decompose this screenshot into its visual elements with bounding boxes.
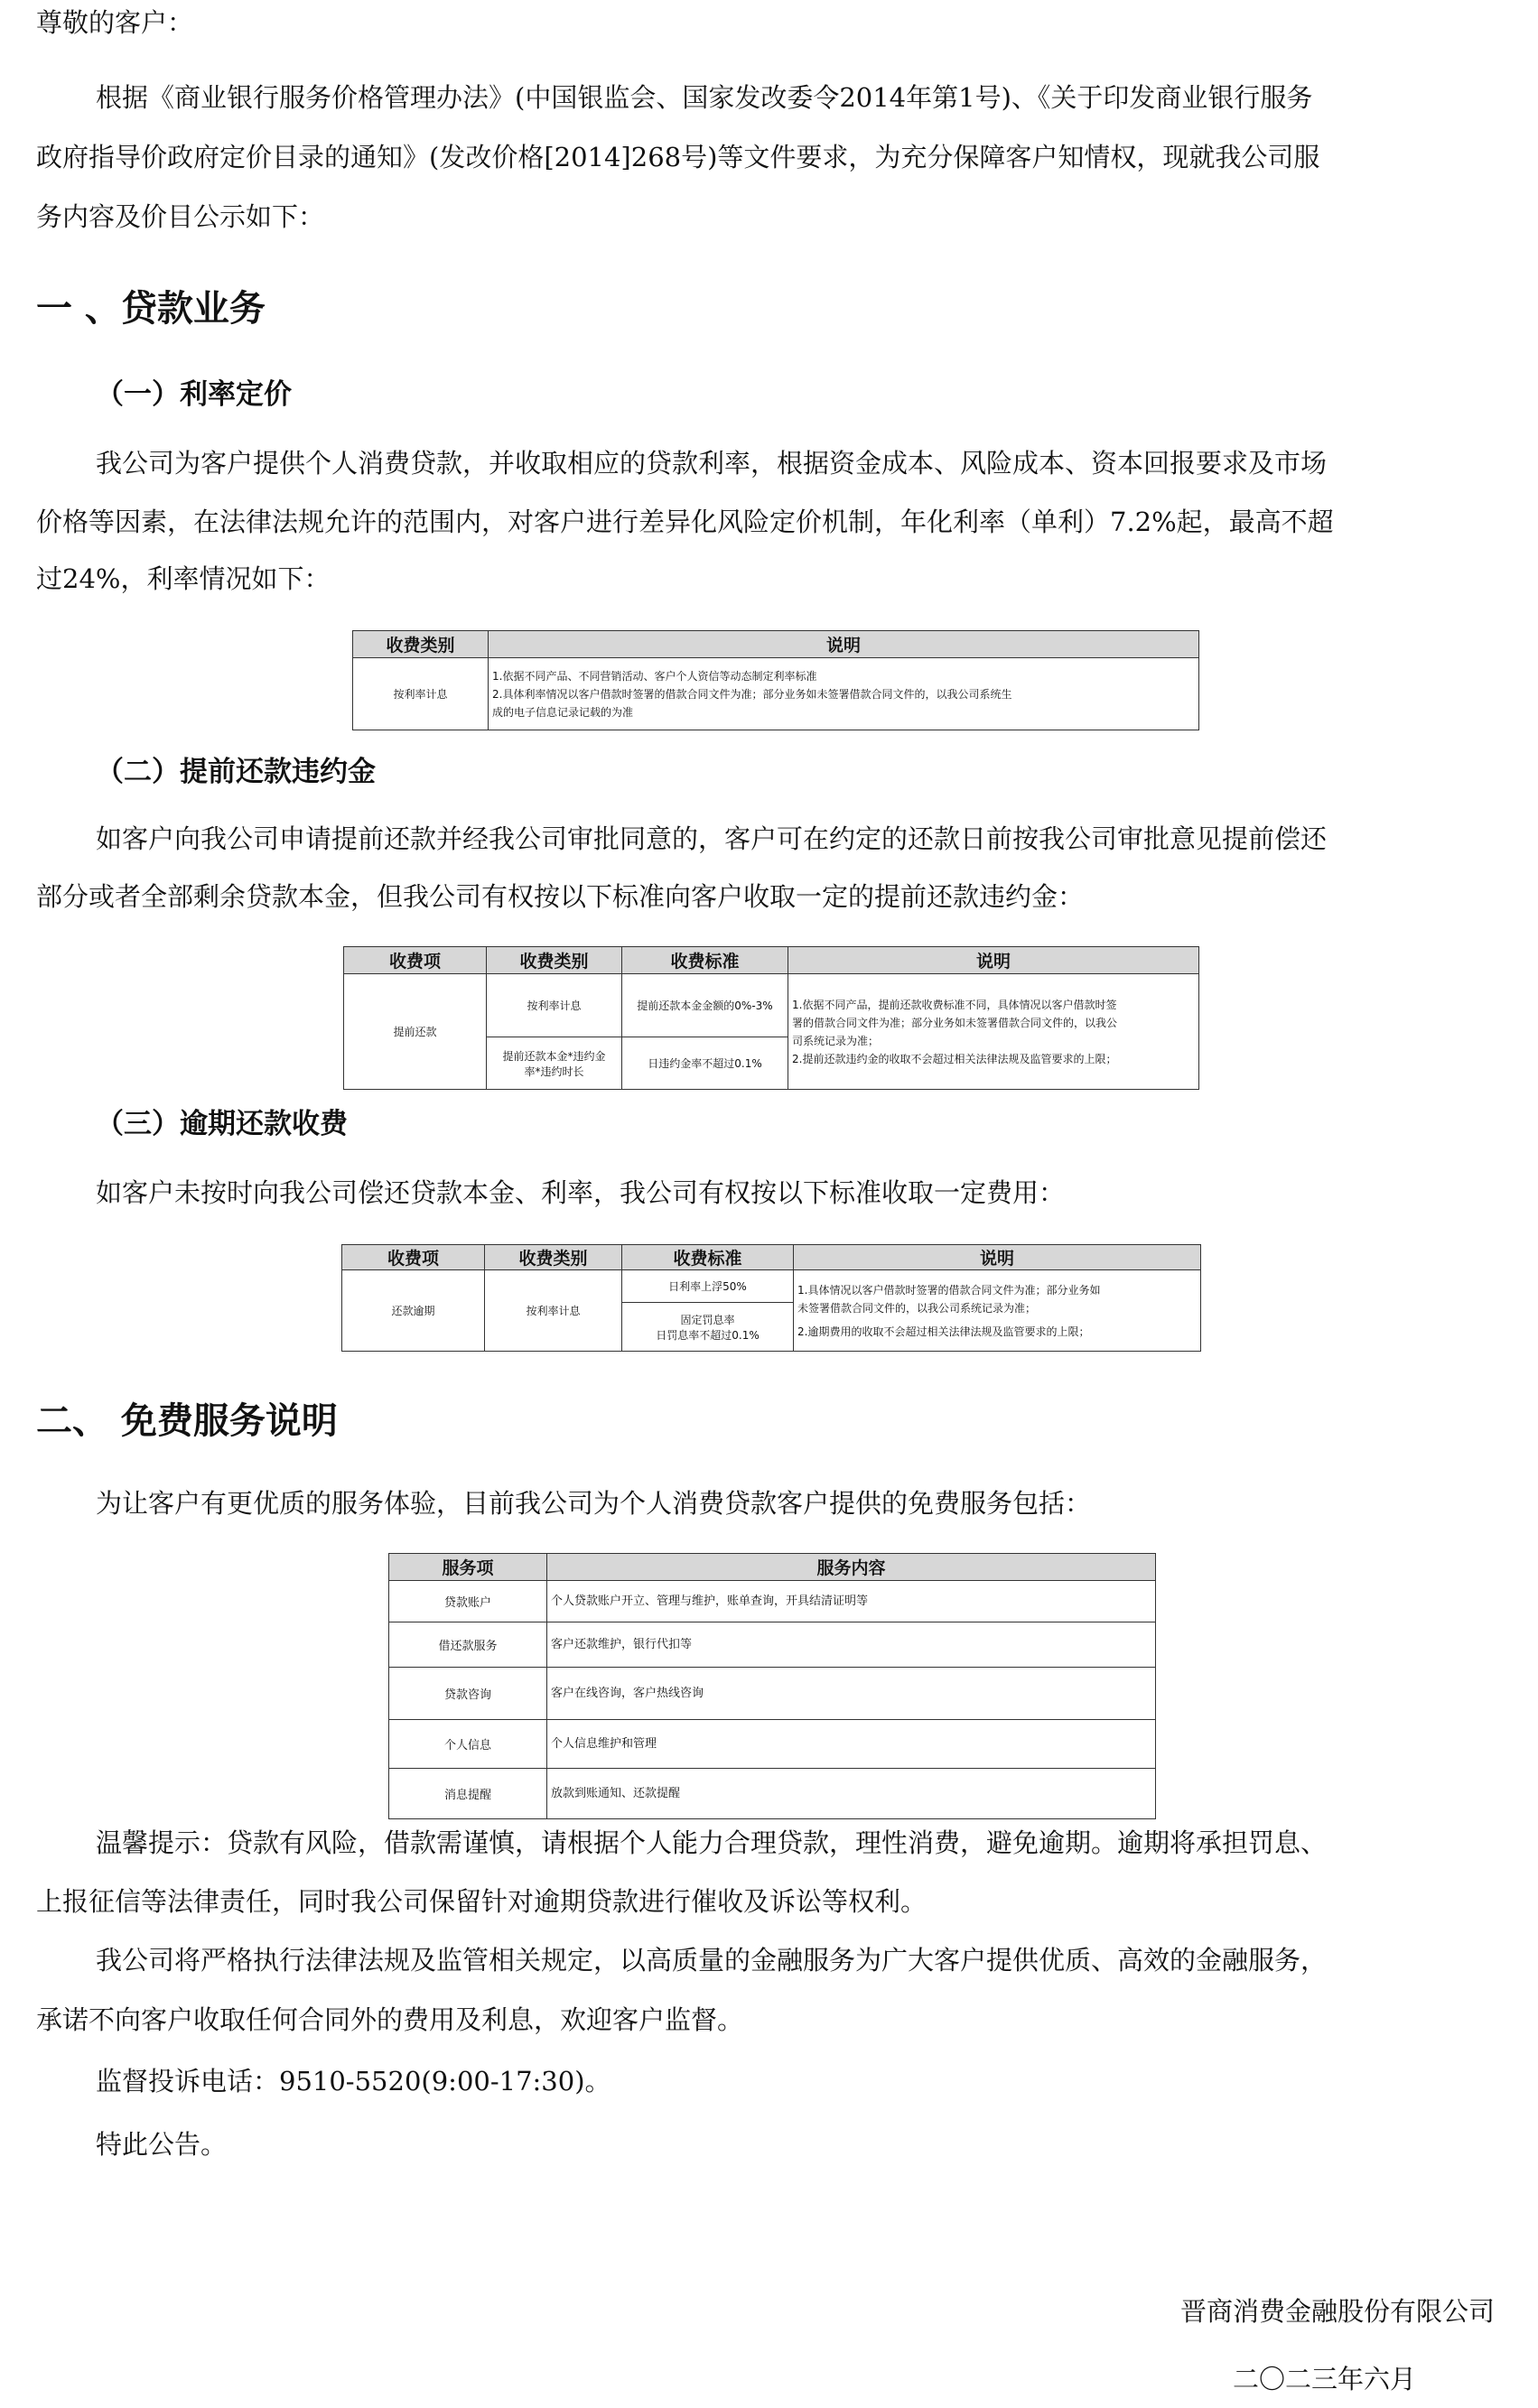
prepay-title: （二）提前还款违约金 bbox=[96, 756, 376, 788]
table-header: 收费类别 bbox=[353, 631, 489, 658]
issue-date: 二〇二三年六月 bbox=[1232, 2364, 1416, 2394]
fee-category: 按利率计息 bbox=[487, 974, 622, 1037]
tips-line: 上报征信等法律责任，同时我公司保留针对逾期贷款进行催收及诉讼等权利。 bbox=[36, 1886, 927, 1917]
free-service-table bbox=[388, 1553, 1156, 1819]
fee-standard: 固定罚息率 日罚息率不超过0.1% bbox=[622, 1303, 794, 1352]
table-header: 说明 bbox=[788, 947, 1199, 974]
section-1-title: 一 、贷款业务 bbox=[36, 288, 266, 330]
prepay-para-line: 如客户向我公司申请提前还款并经我公司审批同意的，客户可在约定的还款日前按我公司审批意见提前偿还 bbox=[96, 823, 1328, 854]
overdue-title: （三）逾期还款收费 bbox=[96, 1108, 348, 1140]
table-header: 收费类别 bbox=[487, 947, 622, 974]
table-header: 说明 bbox=[794, 1245, 1201, 1270]
company-name: 晋商消费金融股份有限公司 bbox=[1179, 2296, 1495, 2327]
fee-item: 提前还款 bbox=[344, 974, 487, 1090]
service-item: 个人信息 bbox=[389, 1720, 547, 1769]
tips-line: 温馨提示：贷款有风险，借款需谨慎，请根据个人能力合理贷款，理性消费，避免逾期。逾期将承担罚息、 bbox=[96, 1827, 1328, 1858]
overdue-table bbox=[341, 1244, 1201, 1352]
fee-description: 1.依据不同产品，提前还款收费标准不同，具体情况以客户借款时签 署的借款合同文件为准；部分业务如未签署借款合同文件的，以我公 司系统记录为准； 2.提前还款违约金的收取不会超过相关法律法规及监管要求的上限； bbox=[788, 974, 1199, 1090]
intro-line: 政府指导价政府定价目录的通知》(发改价格[2014]268号)等文件要求，为充分保障客户知情权，现就我公司服 bbox=[36, 142, 1320, 172]
service-content: 放款到账通知、还款提醒 bbox=[547, 1769, 1156, 1819]
fee-description: 1.具体情况以客户借款时签署的借款合同文件为准；部分业务如 未签署借款合同文件的，以我公司系统记录为准； 2.逾期费用的收取不会超过相关法律法规及监管要求的上限； bbox=[794, 1270, 1201, 1352]
fee-category: 按利率计息 bbox=[485, 1270, 622, 1352]
intro-line: 务内容及价目公示如下： bbox=[36, 201, 325, 232]
section-2-para: 为让客户有更优质的服务体验，目前我公司为个人消费贷款客户提供的免费服务包括： bbox=[96, 1488, 1092, 1519]
overdue-para-line: 如客户未按时向我公司偿还贷款本金、利率，我公司有权按以下标准收取一定费用： bbox=[96, 1177, 1066, 1208]
fee-category: 按利率计息 bbox=[353, 658, 489, 730]
complaint-hotline: 监督投诉电话：9510-5520(9:00-17:30)。 bbox=[96, 2066, 611, 2097]
fee-category: 提前还款本金*违约金 率*违约时长 bbox=[487, 1037, 622, 1090]
intro-line: 根据《商业银行服务价格管理办法》(中国银监会、国家发改委令2014年第1号)、《关于印发商业银行服务 bbox=[96, 82, 1313, 113]
service-item: 借还款服务 bbox=[389, 1622, 547, 1668]
commitment-line: 我公司将严格执行法律法规及监管相关规定，以高质量的金融服务为广大客户提供优质、高效的金融服务， bbox=[96, 1945, 1328, 1976]
service-item: 消息提醒 bbox=[389, 1769, 547, 1819]
table-header: 收费标准 bbox=[622, 1245, 794, 1270]
closing: 特此公告。 bbox=[96, 2129, 228, 2160]
fee-description: 1.依据不同产品、不同营销活动、客户个人资信等动态制定利率标准 2.具体利率情况以客户借款时签署的借款合同文件为准；部分业务如未签署借款合同文件的，以我公司系统生 成的电子信息记录记载的为准 bbox=[489, 658, 1199, 730]
section-2-title: 二、 免费服务说明 bbox=[36, 1400, 338, 1442]
rate-para-line: 过24%，利率情况如下： bbox=[36, 563, 331, 594]
fee-standard: 提前还款本金金额的0%-3% bbox=[622, 974, 788, 1037]
table-header: 收费标准 bbox=[622, 947, 788, 974]
table-header: 服务项 bbox=[389, 1554, 547, 1581]
rate-para-line: 我公司为客户提供个人消费贷款，并收取相应的贷款利率，根据资金成本、风险成本、资本回报要求及市场 bbox=[96, 448, 1328, 479]
greeting: 尊敬的客户： bbox=[36, 7, 194, 38]
table-header: 收费类别 bbox=[485, 1245, 622, 1270]
table-header: 服务内容 bbox=[547, 1554, 1156, 1581]
table-header: 收费项 bbox=[342, 1245, 485, 1270]
fee-standard: 日违约金率不超过0.1% bbox=[622, 1037, 788, 1090]
fee-item: 还款逾期 bbox=[342, 1270, 485, 1352]
prepay-table bbox=[343, 946, 1199, 1090]
rate-title: （一）利率定价 bbox=[96, 378, 292, 411]
service-content: 个人信息维护和管理 bbox=[547, 1720, 1156, 1769]
rate-para-line: 价格等因素，在法律法规允许的范围内，对客户进行差异化风险定价机制，年化利率（单利）7.2%起，最高不超 bbox=[36, 507, 1334, 537]
rate-table bbox=[352, 630, 1199, 730]
service-item: 贷款咨询 bbox=[389, 1668, 547, 1720]
commitment-line: 承诺不向客户收取任何合同外的费用及利息，欢迎客户监督。 bbox=[36, 2004, 744, 2035]
service-content: 个人贷款账户开立、管理与维护，账单查询，开具结清证明等 bbox=[547, 1581, 1156, 1622]
service-content: 客户还款维护，银行代扣等 bbox=[547, 1622, 1156, 1668]
service-content: 客户在线咨询，客户热线咨询 bbox=[547, 1668, 1156, 1720]
table-header: 收费项 bbox=[344, 947, 487, 974]
fee-standard: 日利率上浮50% bbox=[622, 1270, 794, 1303]
service-item: 贷款账户 bbox=[389, 1581, 547, 1622]
table-header: 说明 bbox=[489, 631, 1199, 658]
prepay-para-line: 部分或者全部剩余贷款本金，但我公司有权按以下标准向客户收取一定的提前还款违约金： bbox=[36, 881, 1085, 912]
